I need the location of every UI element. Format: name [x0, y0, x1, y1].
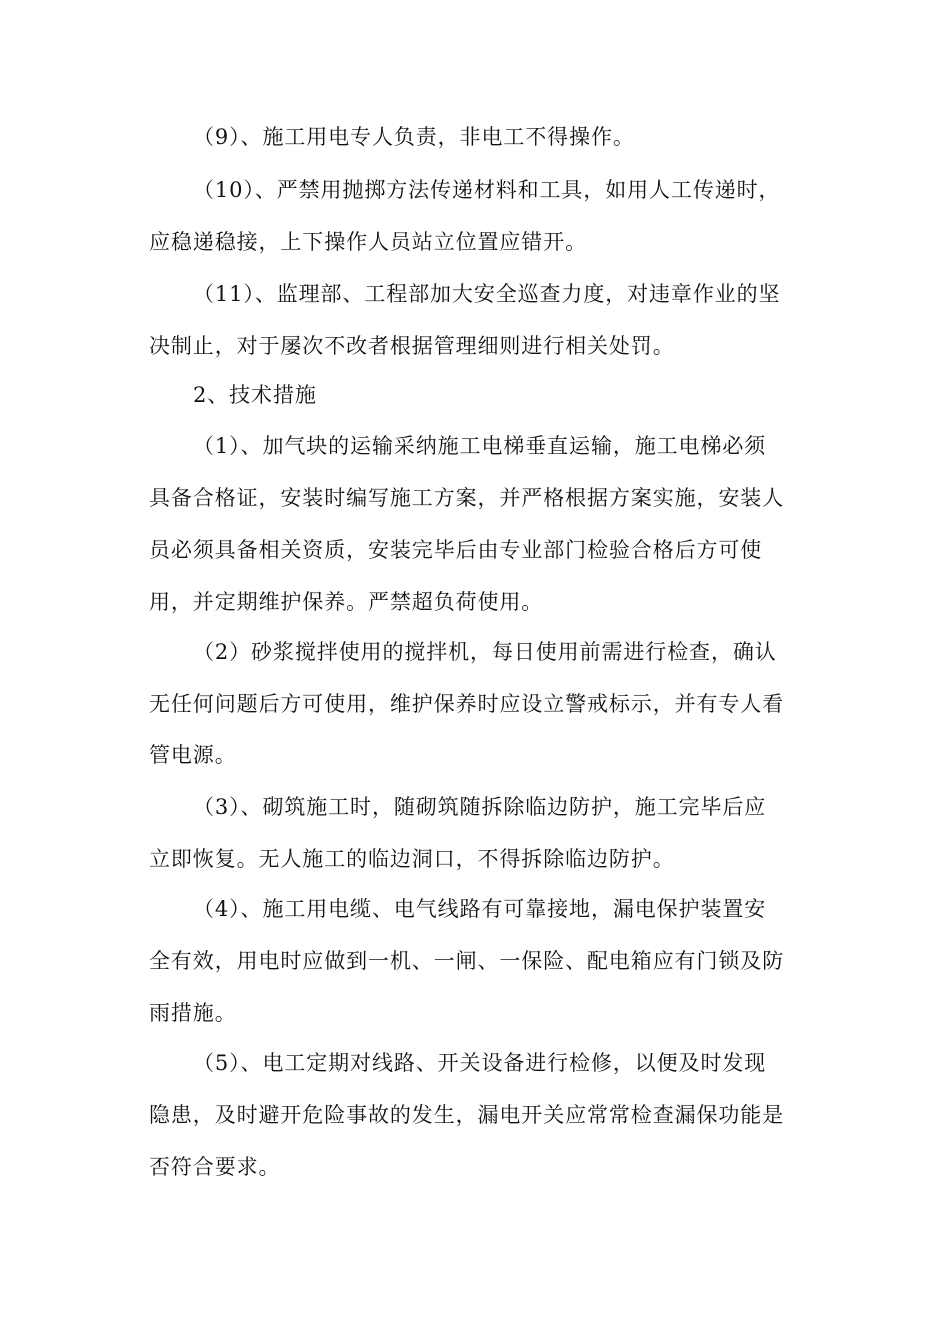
paragraph-line: 具备合格证，安装时编写施工方案，并严格根据方案实施，安装人	[149, 486, 785, 510]
paragraph-line: （10）、严禁用抛掷方法传递材料和工具，如用人工传递时，	[193, 178, 781, 202]
paragraph-line: 雨措施。	[149, 1001, 237, 1025]
section-heading: 2、技术措施	[193, 383, 317, 407]
paragraph-line: （1）、加气块的运输采纳施工电梯垂直运输，施工电梯必须	[193, 434, 767, 458]
paragraph-line: 全有效，用电时应做到一机、一闸、一保险、配电箱应有门锁及防	[149, 949, 785, 973]
paragraph-line: （2）砂浆搅拌使用的搅拌机，每日使用前需进行检查，确认	[193, 640, 777, 664]
paragraph-line: （3）、砌筑施工时，随砌筑随拆除临边防护，施工完毕后应	[193, 795, 767, 819]
paragraph-line: 立即恢复。无人施工的临边洞口，不得拆除临边防护。	[149, 847, 675, 871]
paragraph-line: （9）、施工用电专人负责，非电工不得操作。	[193, 125, 635, 149]
paragraph-line: （5）、电工定期对线路、开关设备进行检修，以便及时发现	[193, 1051, 767, 1075]
paragraph-line: 应稳递稳接，上下操作人员站立位置应错开。	[149, 230, 587, 254]
paragraph-line: 隐患，及时避开危险事故的发生，漏电开关应常常检查漏保功能是	[149, 1103, 785, 1127]
paragraph-line: 决制止，对于屡次不改者根据管理细则进行相关处罚。	[149, 334, 675, 358]
paragraph-line: 用，并定期维护保养。严禁超负荷使用。	[149, 590, 544, 614]
paragraph-line: （11）、监理部、工程部加大安全巡查力度，对违章作业的坚	[193, 282, 781, 306]
paragraph-line: 否符合要求。	[149, 1155, 281, 1179]
paragraph-line: 管电源。	[149, 743, 237, 767]
paragraph-line: （4）、施工用电缆、电气线路有可靠接地，漏电保护装置安	[193, 897, 767, 921]
paragraph-line: 无任何问题后方可使用，维护保养时应设立警戒标示，并有专人看	[149, 692, 785, 716]
paragraph-line: 员必须具备相关资质，安装完毕后由专业部门检验合格后方可使	[149, 538, 763, 562]
